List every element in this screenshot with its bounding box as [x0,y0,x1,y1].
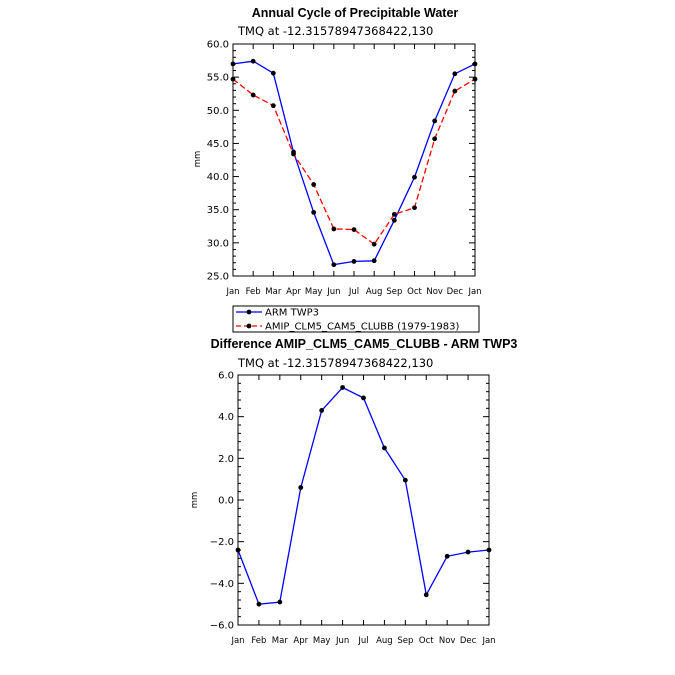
plot-frame [233,44,475,276]
y-tick-label: −6.0 [209,620,234,632]
x-tick-label: Jan [226,287,240,297]
y-tick-label: −4.0 [209,578,234,590]
legend-label-arm: ARM TWP3 [265,307,319,319]
data-point-0 [298,485,303,490]
chart-title: Difference AMIP_CLM5_CAM5_CLUBB - ARM TWP3 [210,337,518,351]
data-point-0 [466,550,471,555]
data-point-0 [257,602,262,607]
series-line-0 [238,388,489,605]
data-point-0 [403,478,408,483]
y-tick-label: 2.0 [218,453,234,465]
points-layer [231,59,478,267]
axis-ticks [210,371,496,647]
y-tick-label: 30.0 [206,238,229,250]
data-point-0 [311,210,316,215]
series-line-1 [233,79,475,244]
x-tick-label: Apr [293,636,309,646]
axis-ticks [207,40,482,298]
data-point-0 [236,548,241,553]
data-point-0 [424,592,429,597]
x-tick-label: Feb [245,287,261,297]
x-tick-label: Jan [482,636,496,646]
points-layer [236,385,492,606]
data-point-0 [231,61,236,66]
data-point-1 [291,152,296,157]
legend-marker-model [247,324,252,329]
y-tick-label: 0.0 [218,495,234,507]
data-point-0 [352,259,357,264]
chart-title: Annual Cycle of Precipitable Water [251,6,459,20]
data-point-0 [372,258,377,263]
data-point-1 [452,89,457,94]
y-tick-label: 50.0 [206,105,229,117]
y-tick-label: −2.0 [209,537,234,549]
data-point-0 [277,600,282,605]
data-point-1 [331,227,336,232]
legend-marker-arm [247,310,252,315]
data-point-1 [372,242,377,247]
data-point-0 [487,548,492,553]
data-point-0 [452,71,457,76]
x-tick-label: May [304,287,323,297]
data-point-0 [432,118,437,123]
data-point-1 [412,205,417,210]
x-tick-label: Oct [418,636,434,646]
x-tick-label: Mar [265,287,282,297]
y-tick-label: 40.0 [206,172,229,184]
y-tick-label: 6.0 [218,370,234,382]
series-layer [238,388,489,605]
x-tick-label: Aug [365,287,383,297]
x-tick-label: Jul [348,287,360,297]
x-tick-label: Jun [335,636,350,646]
data-point-0 [412,175,417,180]
data-point-1 [311,182,316,187]
x-tick-label: Jul [358,636,369,646]
x-tick-label: Nov [438,636,456,646]
data-point-1 [432,136,437,141]
plot-frame [238,375,489,625]
x-tick-label: Sep [386,287,403,297]
y-tick-label: 45.0 [206,138,229,150]
x-tick-label: Mar [271,636,288,646]
data-point-1 [231,77,236,82]
series-layer [233,61,475,265]
x-tick-label: Feb [251,636,267,646]
x-tick-label: Dec [446,287,464,297]
chart-subtitle: TMQ at -12.31578947368422,130 [238,356,434,370]
x-tick-label: Jan [468,287,482,297]
chart-subtitle: TMQ at -12.31578947368422,130 [238,24,434,38]
legend-label-model: AMIP_CLM5_CAM5_CLUBB (1979-1983) [265,321,460,333]
data-point-0 [445,554,450,559]
legend [233,306,479,333]
data-point-1 [271,103,276,108]
y-tick-label: 4.0 [218,412,234,424]
annual-cycle-chart [193,6,482,297]
data-point-0 [382,446,387,451]
data-point-1 [352,227,357,232]
y-axis-label: mm [190,491,200,509]
data-point-1 [251,93,256,98]
y-tick-label: 55.0 [206,72,229,84]
data-point-0 [319,408,324,413]
data-point-0 [251,59,256,64]
x-tick-label: Oct [407,287,422,297]
y-tick-label: 60.0 [206,39,229,51]
y-tick-label: 35.0 [206,205,229,217]
data-point-0 [271,71,276,76]
x-tick-label: Jan [231,636,245,646]
x-tick-label: Dec [459,636,477,646]
data-point-0 [361,396,366,401]
x-tick-label: Sep [397,636,414,646]
y-axis-label: mm [193,150,203,168]
difference-chart [190,337,517,646]
data-point-0 [473,61,478,66]
y-tick-label: 25.0 [206,271,229,283]
x-tick-label: May [312,636,331,646]
x-tick-label: Jun [327,287,341,297]
data-point-0 [392,218,397,223]
x-tick-label: Nov [426,287,443,297]
data-point-0 [331,262,336,267]
data-point-0 [340,385,345,390]
data-point-1 [392,212,397,217]
data-point-1 [473,77,478,82]
x-tick-label: Aug [376,636,393,646]
x-tick-label: Apr [286,287,301,297]
series-line-0 [233,61,475,265]
